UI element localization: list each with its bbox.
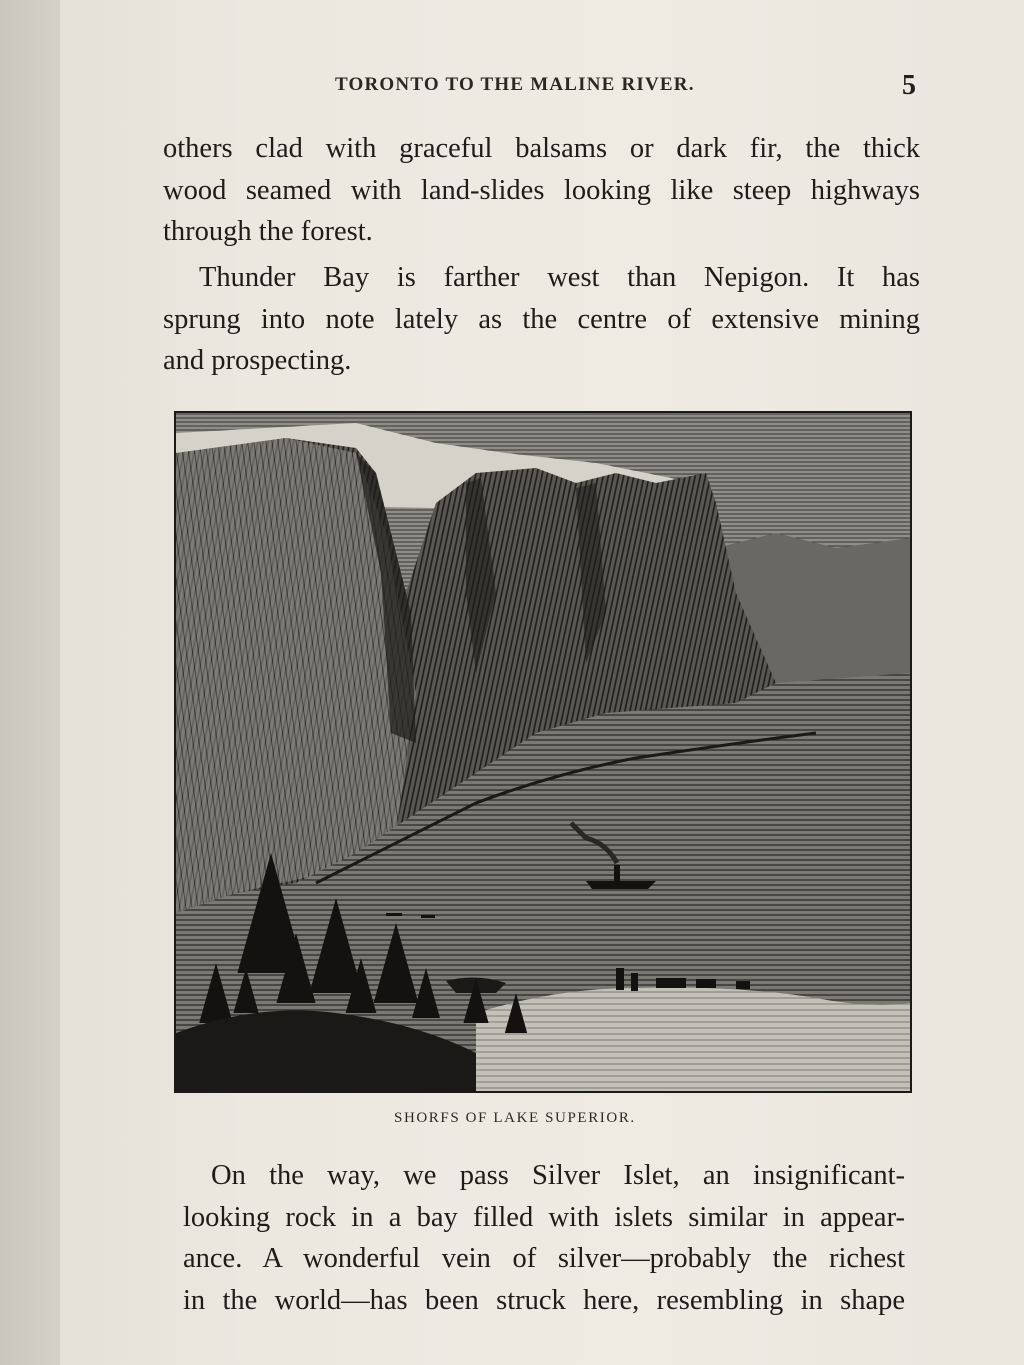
paragraph-3 — [183, 1155, 905, 1321]
small-boat — [386, 913, 402, 916]
text-line: On the way, we pass Silver Islet, an insignificant- — [211, 1160, 905, 1191]
near-shore — [476, 987, 910, 1091]
text-line: others clad with graceful balsams or dark fir, the thick — [163, 133, 920, 164]
paragraph-1 — [163, 128, 920, 253]
paragraph-2 — [163, 257, 920, 382]
text-line: looking rock in a bay filled with islets similar in appear- — [183, 1201, 905, 1233]
text-line: Thunder Bay is farther west than Nepigon. It has — [199, 262, 920, 293]
text-line: in the world—has been struck here, resembling in shape — [183, 1284, 905, 1316]
text-line: wood seamed with land-slides looking like steep highways — [163, 174, 920, 206]
text-line: sprung into note lately as the centre of extensive mining — [163, 303, 920, 335]
engraving-svg — [176, 413, 910, 1091]
engraving-illustration — [174, 411, 912, 1093]
text-line: ance. A wonderful vein of silver—probably the richest — [183, 1243, 905, 1274]
text-line: and prospecting. — [163, 345, 352, 376]
page-number: 5 — [902, 70, 916, 101]
text-line: through the forest. — [163, 216, 373, 247]
small-boat — [421, 915, 435, 918]
figure-caption: SHORFS OF LAKE SUPERIOR. — [394, 1110, 636, 1126]
running-head: TORONTO TO THE MALINE RIVER. — [335, 74, 695, 95]
